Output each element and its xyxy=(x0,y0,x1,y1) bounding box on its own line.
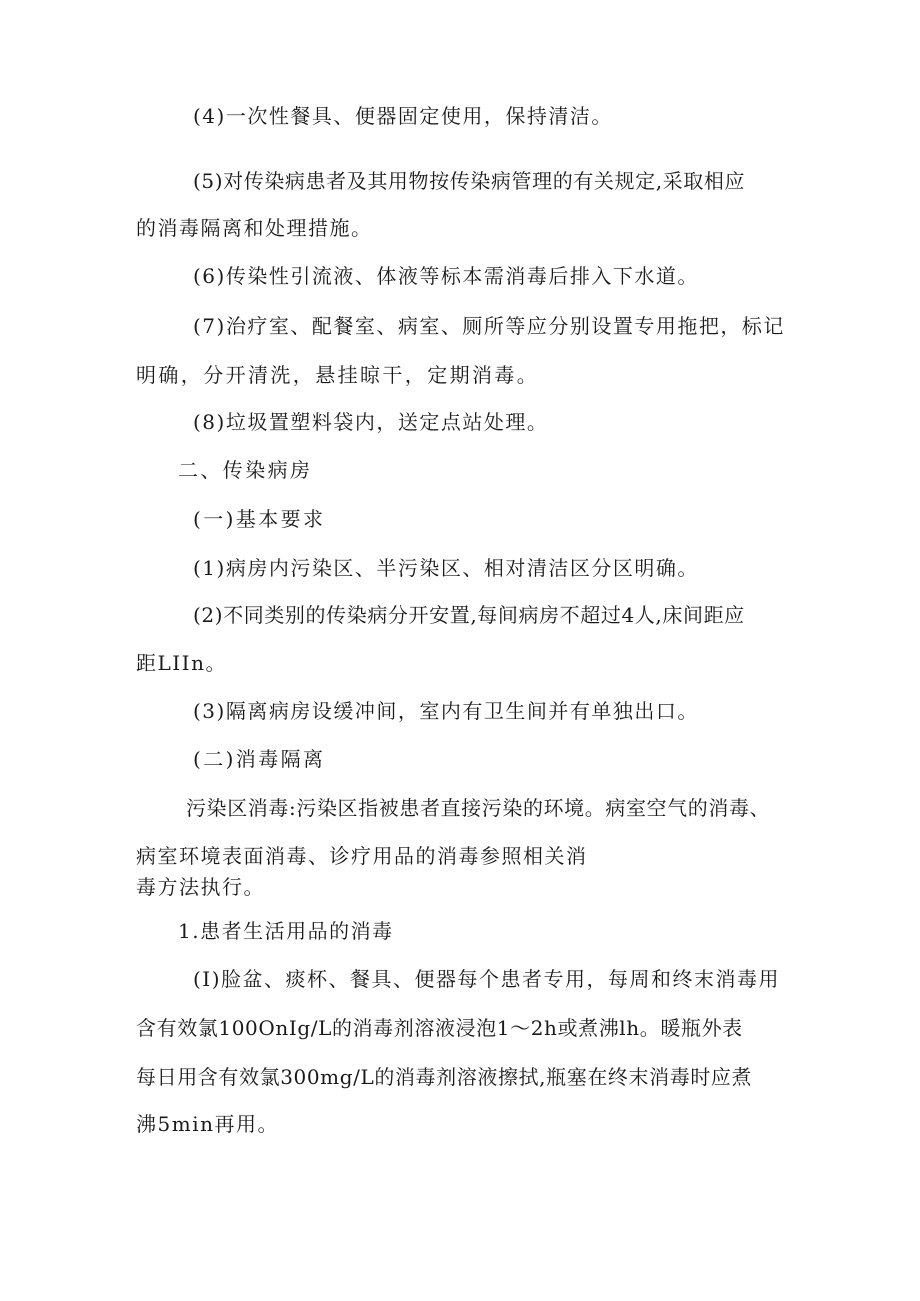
numbered-heading-1: 1.患者生活用品的消毒 xyxy=(178,919,394,943)
paragraph-item-5-line1: (5)对传染病患者及其用物按传染病管理的有关规定,采取相应 xyxy=(193,169,746,193)
contaminated-zone-line3: 毒方法执行。 xyxy=(136,875,265,899)
section-heading-2: 二、传染病房 xyxy=(178,458,313,482)
contaminated-zone-line1: 污染区消毒:污染区指被患者直接污染的环境。病室空气的消毒、 xyxy=(186,796,771,820)
requirement-item-2-line2: 距LIIn。 xyxy=(136,651,227,675)
daily-items-para-line1: (I)脸盆、痰杯、餐具、便器每个患者专用，每周和终末消毒用 xyxy=(193,967,781,991)
requirement-item-3: (3)隔离病房设缓冲间，室内有卫生间并有单独出口。 xyxy=(193,699,699,723)
requirement-item-1: (1)病房内污染区、半污染区、相对清洁区分区明确。 xyxy=(193,556,699,580)
daily-items-para-line3: 每日用含有效氯300mg/L的消毒剂溶液擦拭,瓶塞在终末消毒时应煮 xyxy=(136,1065,753,1089)
requirement-item-2-line1: (2)不同类别的传染病分开安置,每间病房不超过4人,床间距应 xyxy=(193,603,745,627)
paragraph-item-5-line2: 的消毒隔离和处理措施。 xyxy=(136,216,373,240)
daily-items-para-line4: 沸5min再用。 xyxy=(136,1112,279,1136)
paragraph-item-4: (4)一次性餐具、便器固定使用，保持清洁。 xyxy=(193,104,613,128)
paragraph-item-8: (8)垃圾置塑料袋内，送定点站处理。 xyxy=(193,410,549,434)
daily-items-para-line2: 含有效氯100OnIg/L的消毒剂溶液浸泡1～2h或煮沸lh。暖瓶外表 xyxy=(136,1016,743,1040)
contaminated-zone-line2: 病室环境表面消毒、诊疗用品的消毒参照相关消 xyxy=(136,844,588,868)
paragraph-item-7-line2: 明确，分开清洗，悬挂晾干，定期消毒。 xyxy=(136,363,540,387)
paragraph-item-6: (6)传染性引流液、体液等标本需消毒后排入下水道。 xyxy=(193,264,699,288)
subsection-heading-basic-requirements: (一)基本要求 xyxy=(193,507,326,531)
paragraph-item-7-line1: (7)治疗室、配餐室、病室、厕所等应分别设置专用拖把，标记 xyxy=(193,314,785,338)
subsection-heading-disinfection: (二)消毒隔离 xyxy=(193,747,326,771)
